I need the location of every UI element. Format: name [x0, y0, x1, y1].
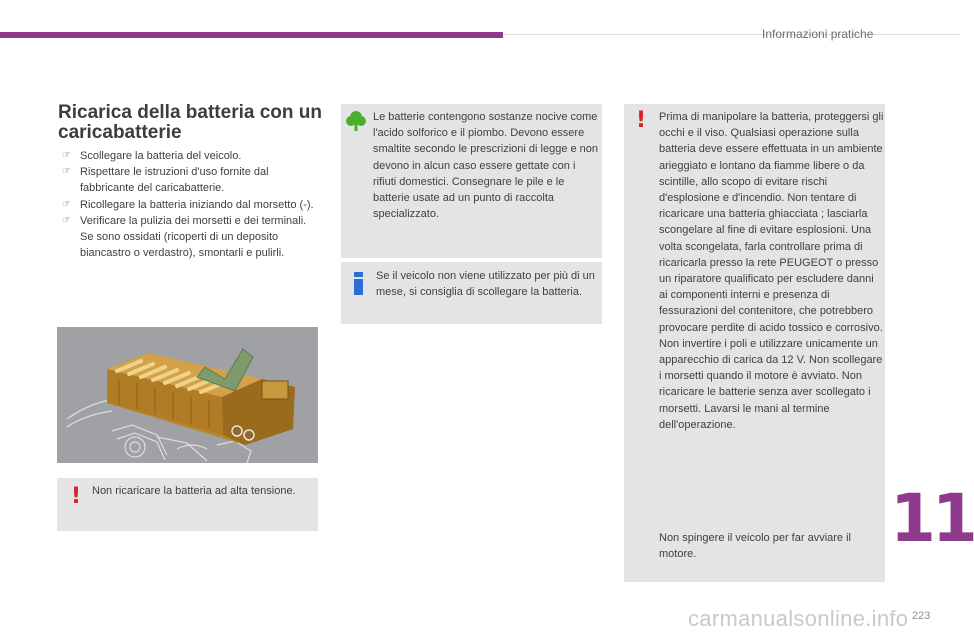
battery-pack-drawing — [57, 327, 318, 463]
section-title: Informazioni pratiche — [762, 27, 874, 41]
chapter-number: 11 — [890, 480, 974, 557]
header-accent-bar — [0, 32, 503, 38]
watermark: carmanualsonline.info — [688, 606, 909, 631]
battery-illustration — [57, 327, 318, 463]
environment-text: Le batterie contengono sostanze nocive come l'acido solforico e il piombo. Devono essere smaltite secondo le prescrizioni di legge e non devono in alcun caso essere gettate con i rifiuti domestici. Consegnare le pile e le batterie usate ad un punto di raccolta specializzato. — [373, 111, 599, 221]
pointing-hand-bullet-icon: ☞ — [62, 166, 71, 178]
list-item: ☞ Verificare la pulizia dei morsetti e dei terminali. Se sono ossidati (ricoperti di un deposito biancastro o verdastro), smontarli e pulirli. — [62, 214, 307, 260]
info-text: Se il veicolo non viene utilizzato per più di un mese, si consiglia di scollegare la batteria. — [376, 270, 595, 299]
info-icon — [354, 272, 363, 292]
info-note-box — [341, 262, 602, 324]
tree-icon — [346, 110, 366, 132]
push-start-warning-text: Non spingere il veicolo per far avviare il motore. — [659, 532, 851, 561]
exclamation-icon: ! — [71, 484, 82, 509]
warning-text: Non ricaricare la batteria ad alta tensione. — [92, 485, 296, 497]
list-item: ☞ Ricollegare la batteria iniziando dal morsetto (-). — [62, 197, 320, 213]
safety-warning-text: Prima di manipolare la batteria, proteggersi gli occhi e il viso. Qualsiasi operazione sulla batteria deve essere effettuata in un ambiente arieggiato e lontano da fiamme libere o da scintille, allo scopo di evitare rischi d'esplosione e d'incendio. Non tentare di ricaricare una batteria ghiacciata ; lasciarla scongelare al fine di evitare esplosioni. Una volta scongelata, farla controllare prima di ricaricarla presso la rete PEUGEOT o presso un riparatore qualificato per escludere danni ai componenti interni e presenza di fessurazioni del contenitore, che potrebbero provocare perdite di acido tossico e corrosivo. Non invertire i poli e utilizzare unicamente un apparecchio di carica da 12 V. Non scollegare i morsetti quando il motore è avviato. Non ricaricare le batterie senza aver scollegato i morsetti. Lavarsi le mani al termine dell'operazione. — [659, 111, 884, 431]
page-number: 223 — [912, 610, 931, 622]
pointing-hand-bullet-icon: ☞ — [62, 150, 71, 161]
page-title: Ricarica della batteria con un caricabatterie — [58, 102, 322, 143]
list-item: ☞ Rispettare le istruzioni d'uso fornite dal fabbricante del caricabatterie. — [62, 166, 269, 195]
pointing-hand-bullet-icon: ☞ — [62, 198, 71, 210]
environment-note-box — [341, 104, 602, 258]
steps-list — [62, 148, 320, 261]
exclamation-icon: ! — [636, 108, 647, 133]
list-item: ☞ Scollegare la batteria del veicolo. — [62, 148, 320, 164]
header-rule — [503, 34, 960, 35]
pointing-hand-bullet-icon: ☞ — [62, 214, 71, 226]
warning-box-high-voltage — [57, 478, 318, 531]
warning-box-safety — [624, 104, 885, 582]
